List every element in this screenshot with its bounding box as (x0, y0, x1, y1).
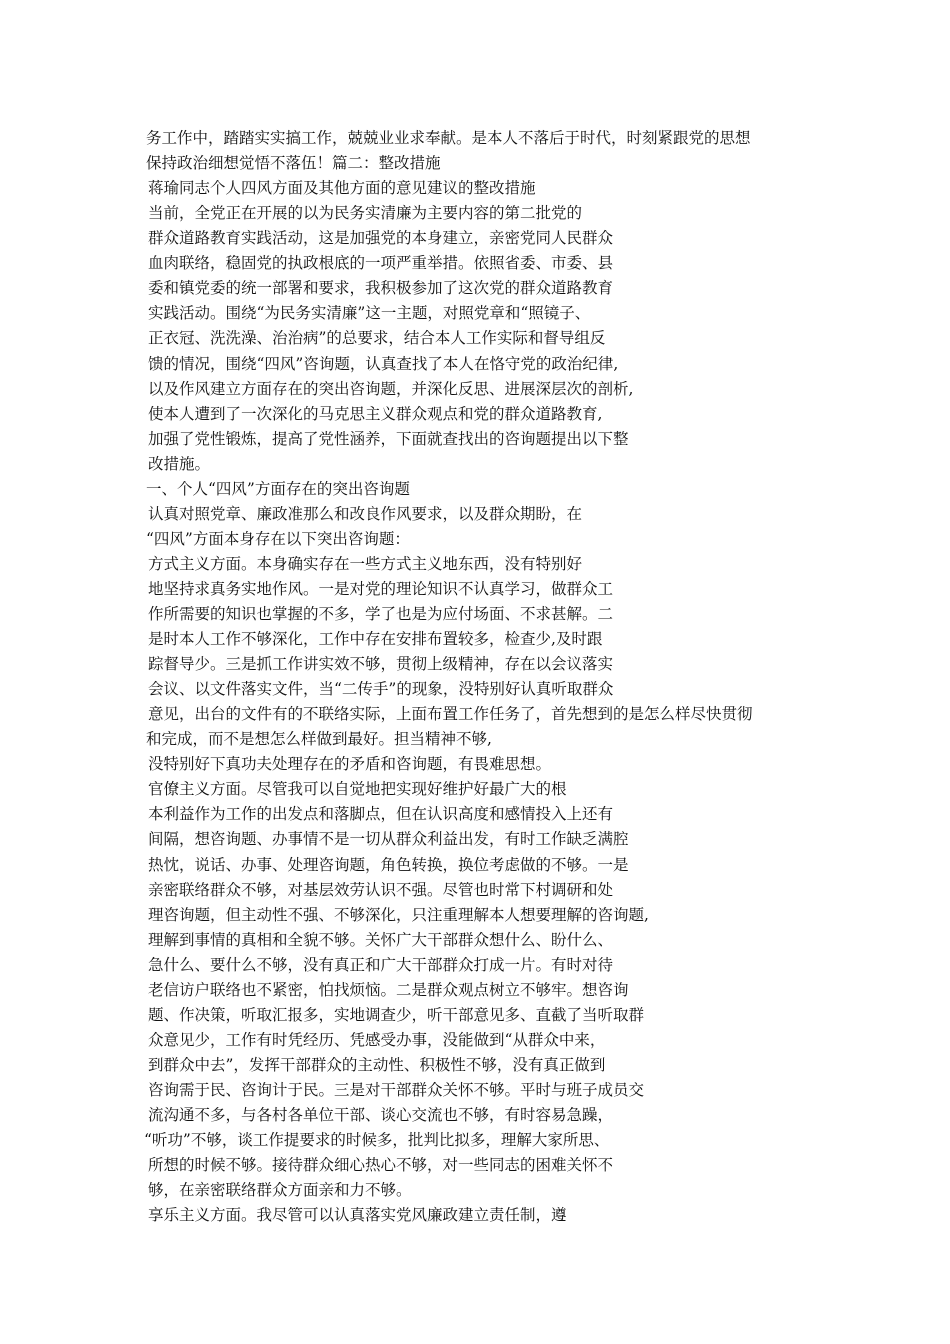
text-line: 众意见少，工作有时凭经历、凭感受办事，没能做到“从群众中来， (148, 1030, 606, 1049)
text-line: 题、作决策，听取汇报多，实地调查少，听干部意见多、直截了当听取群 (148, 1005, 645, 1024)
text-line: 和完成，而不是想怎么样做到最好。担当精神不够, (146, 730, 492, 749)
text-line: 实践活动。围绕“为民务实清廉”这一主题，对照党章和“照镜子、 (148, 304, 591, 323)
text-line: 享乐主义方面。我尽管可以认真落实党风廉政建立责任制，遵 (148, 1206, 567, 1225)
text-line: 务工作中，踏踏实实搞工作，兢兢业业求奉献。是本人不落后于时代，时刻紧跟党的思想 (146, 129, 751, 147)
text-line: 亲密联络群众不够，对基层效劳认识不强。尽管也时常下村调研和处 (148, 880, 614, 899)
text-line: 血肉联络，稳固党的执政根底的一项严重举措。依照省委、市委、县 (148, 254, 614, 273)
text-line: 理解到事情的真相和全貌不够。关怀广大干部群众想什么、盼什么、 (148, 930, 614, 949)
text-line: 群众道路教育实践活动，这是加强党的本身建立，亲密党同人民群众 (148, 229, 614, 248)
text-line: 当前，全党正在开展的以为民务实清廉为主要内容的第二批党的 (148, 204, 583, 223)
text-line: 没特别好下真功夫处理存在的矛盾和咨询题，有畏难思想。 (148, 755, 552, 774)
text-line: 咨询需于民、咨询计于民。三是对干部群众关怀不够。平时与班子成员交 (148, 1080, 645, 1099)
text-line: “听功”不够，谈工作提要求的时候多，批判比拟多，理解大家所思、 (144, 1131, 610, 1149)
text-line: 蒋瑜同志个人四风方面及其他方面的意见建议的整改措施 (148, 179, 536, 198)
text-line: 流沟通不多，与各村各单位干部、谈心交流也不够，有时容易急躁， (148, 1106, 614, 1124)
text-line: 正衣冠、洗洗澡、治治病”的总要求，结合本人工作实际和督导组反 (148, 329, 606, 348)
text-line: 会议、以文件落实文件，当“二传手”的现象，没特别好认真听取群众 (148, 680, 614, 699)
text-line: 热忱，说话、办事、处理咨询题，角色转换，换位考虑做的不够。一是 (148, 855, 629, 874)
text-line: 本利益作为工作的出发点和落脚点，但在认识高度和感情投入上还有 (148, 805, 614, 824)
text-line: 间隔，想咨询题、办事情不是一切从群众利益出发，有时工作缺乏满腔 (148, 830, 629, 849)
text-line: 理咨询题，但主动性不强、不够深化，只注重理解本人想要理解的咨询题, (148, 905, 649, 924)
text-line: 够，在亲密联络群众方面亲和力不够。 (148, 1181, 412, 1200)
text-line: 官僚主义方面。尽管我可以自觉地把实现好维护好最广大的根 (148, 780, 567, 799)
text-line: 地坚持求真务实地作风。一是对党的理论知识不认真学习，做群众工 (148, 579, 614, 598)
text-line: 到群众中去”，发挥干部群众的主动性、积极性不够，没有真正做到 (148, 1055, 606, 1074)
text-line: 所想的时候不够。接待群众细心热心不够，对一些同志的困难关怀不 (148, 1156, 614, 1174)
text-line: 保持政治细想觉悟不落伍！篇二：整改措施 (146, 154, 441, 173)
text-line: 老信访户联络也不紧密，怕找烦恼。二是群众观点树立不够牢。想咨询 (148, 980, 629, 999)
text-line: 加强了党性锻炼，提高了党性涵养，下面就查找出的咨询题提出以下整 (148, 429, 629, 448)
text-line: 踪督导少。三是抓工作讲实效不够，贯彻上级精神，存在以会议落实 (148, 655, 614, 674)
text-line: 是时本人工作不够深化，工作中存在安排布置较多，检查少,及时跟 (148, 630, 603, 648)
text-line: 急什么、要什么不够，没有真正和广大干部群众打成一片。有时对待 (148, 955, 614, 974)
text-line: 方式主义方面。本身确实存在一些方式主义地东西，没有特别好 (148, 554, 583, 573)
text-line: 使本人遭到了一次深化的马克思主义群众观点和党的群众道路教育, (148, 404, 603, 423)
text-line: 馈的情况，围绕“四风”咨询题，认真查找了本人在恪守党的政治纪律, (148, 354, 619, 373)
text-line: 改措施。 (148, 454, 211, 473)
text-line: 意见，出台的文件有的不联络实际，上面布置工作任务了，首先想到的是怎么样尽快贯彻 (148, 705, 753, 724)
text-line: 认真对照党章、廉政准那么和改良作风要求，以及群众期盼，在 (148, 504, 583, 523)
text-line: 以及作风建立方面存在的突出咨询题，并深化反思、进展深层次的剖析, (148, 379, 634, 398)
text-line: 委和镇党委的统一部署和要求，我积极参加了这次党的群众道路教育 (148, 279, 614, 298)
text-line: 一、个人“四风”方面存在的突出咨询题 (146, 479, 410, 498)
text-line: 作所需要的知识也掌握的不多，学了也是为应付场面、不求甚解。二 (148, 605, 614, 623)
text-line: “四风”方面本身存在以下突出咨询题： (146, 529, 410, 548)
